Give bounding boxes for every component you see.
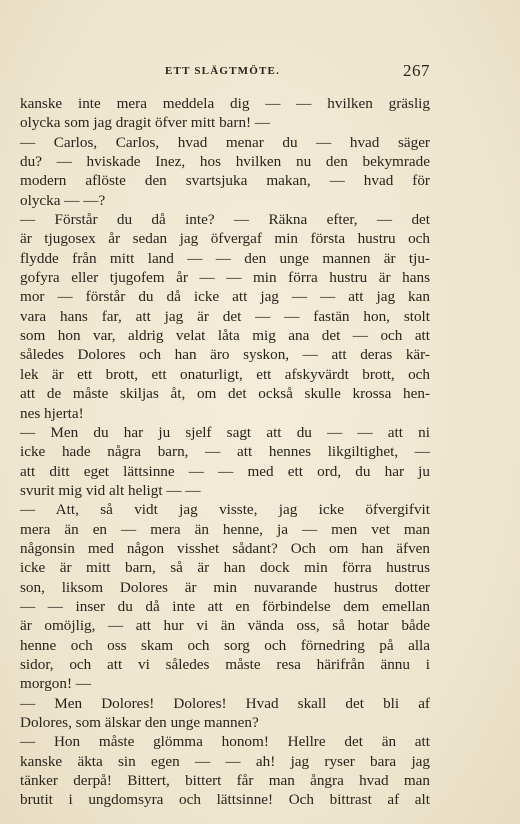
text-line: att de måste skiljas åt, om det också skulle krossa hen- [20,385,430,403]
page-number: 267 [403,61,430,80]
body-text [20,94,430,810]
text-line: lek är ett brott, ett onaturligt, ett afskyvärdt brott, och [20,365,430,383]
text-line: är tjugosex år sedan jag öfvergaf min första hustru och [20,230,430,248]
text-line: nes hjerta! [20,404,84,422]
text-line: olycka som jag dragit öfver mitt barn! — [20,114,271,132]
text-line: — Carlos, Carlos, hvad menar du — hvad säger [20,133,430,151]
text-line: icke är mitt barn, så är han dock min förra hustrus [20,559,430,577]
text-line: — Men Dolores! Dolores! Hvad skall det bli af [20,694,430,712]
text-line: gofyra eller tjugofem år — — min förra hustru är hans [20,269,430,287]
text-line: att ditt eget lättsinne — — med ett ord, du har ju [20,462,430,480]
text-line: Dolores, som älskar den unge mannen? [20,714,259,731]
text-line: henne och oss skam och sorg och förnedring på alla [20,636,430,654]
text-line: tänker derpå! Bittert, bittert får man ångra hvad man [20,772,430,790]
text-line: sidor, och att vi således måste resa härifrån ännu i [20,655,430,673]
text-line: svurit mig vid alt heligt — — [20,481,201,499]
text-line: kanske inte mera meddela dig — — hvilken gräslig [20,95,430,112]
text-line: du? — hviskade Inez, hos hvilken nu den bekymrade [20,153,430,171]
text-line: — Att, så vidt jag visste, jag icke öfvergifvit [20,501,430,519]
text-line: är omöjlig, — att hur vi än vända oss, så hotar både [20,617,430,635]
text-line: någonsin med någon visshet sådant? Och om han äfven [20,539,430,557]
text-line: vara hans far, att jag är det — — fastän hon, stolt [20,307,430,325]
text-line: mor — förstår du då icke att jag — — att jag kan [20,288,430,306]
text-line: modern aflöste den svartsjuka makan, — hvad för [20,172,430,190]
text-line: som hon var, aldrig velat låta mig ana det — och att [20,327,430,345]
running-title: ETT SLÄGTMÖTE. [165,65,281,77]
text-line: flydde från mitt land — — den unge mannen är tju- [20,249,430,267]
page-header [20,62,430,82]
text-line: brutit i ungdomsyra och lättsinne! Och bittrast af alt [20,791,430,809]
text-line: — — inser du då inte att en förbindelse dem emellan [20,597,430,615]
text-line: morgon! — [20,675,92,693]
text-line: son, liksom Dolores är min nuvarande hustrus dotter [20,578,430,596]
text-line: icke hade några barn, — att hennes likgiltighet, — [20,443,430,461]
text-line: olycka — —? [20,191,106,209]
text-line: kanske äkta sin egen — — ah! jag ryser bara jag [20,752,430,770]
text-line: — Förstår du då inte? — Räkna efter, — det [20,211,430,229]
text-line: mera än en — mera än henne, ja — men vet man [20,520,430,538]
text-line: — Men du har ju sjelf sagt att du — — att ni [20,423,430,441]
text-line: således Dolores och han äro syskon, — att deras kär- [20,346,430,364]
text-line: — Hon måste glömma honom! Hellre det än att [20,733,430,751]
